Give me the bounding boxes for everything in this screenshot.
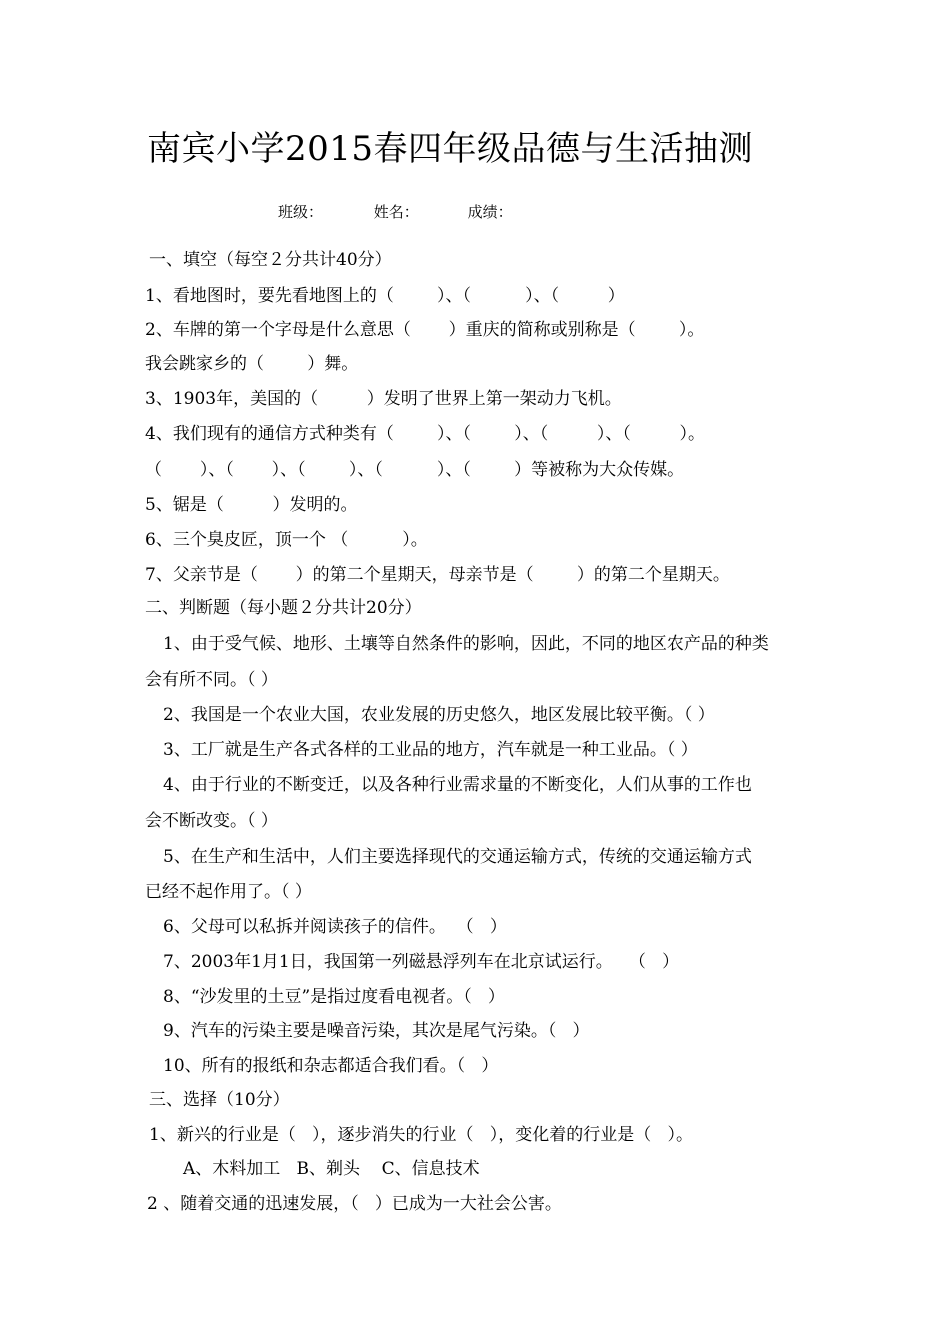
question-line: 4、我们现有的通信方式种类有（ ）、（ ）、（ ）、（ ）。 [145, 424, 706, 444]
name-label: 姓名： [373, 203, 419, 221]
question-line: 2 、随着交通的迅速发展，（ ）已成为一大社会公害。 [147, 1194, 562, 1214]
section-heading-choice: 三、选择（10分） [149, 1090, 290, 1110]
question-line: 7、2003年1月1日，我国第一列磁悬浮列车在北京试运行。 （ ） [163, 952, 680, 972]
section-heading-true-false: 二、判断题（每小题２分共计20分） [145, 598, 422, 618]
question-line: 2、我国是一个农业大国，农业发展的历史悠久，地区发展比较平衡。（ ） [163, 705, 715, 725]
section-heading-fill-in: 一、填空（每空２分共计40分） [149, 250, 392, 270]
question-line: 已经不起作用了。（ ） [145, 882, 312, 902]
question-line: 3、1903年，美国的（ ）发明了世界上第一架动力飞机。 [145, 389, 622, 409]
question-line: 5、锯是（ ）发明的。 [145, 495, 358, 515]
question-line: 5、在生产和生活中，人们主要选择现代的交通运输方式，传统的交通运输方式 [163, 847, 752, 867]
answer-options: A、木料加工 B、剃头 C、信息技术 [183, 1159, 480, 1179]
score-label: 成绩： [467, 203, 513, 221]
question-line: 1、由于受气候、地形、土壤等自然条件的影响，因此，不同的地区农产品的种类 [163, 634, 769, 654]
question-line: 3、工厂就是生产各式各样的工业品的地方，汽车就是一种工业品。（ ） [163, 740, 698, 760]
question-line: 1、新兴的行业是（ ），逐步消失的行业（ ），变化着的行业是（ ）。 [149, 1125, 693, 1145]
question-line: 6、三个臭皮匠，顶一个 （ ）。 [145, 530, 428, 550]
question-line: 2、车牌的第一个字母是什么意思（ ）重庆的简称或别称是（ ）。 [145, 320, 705, 340]
question-line: 4、由于行业的不断变迁，以及各种行业需求量的不断变化，人们从事的工作也 [163, 775, 752, 795]
question-line: 1、看地图时，要先看地图上的（ ）、（ ）、（ ） [145, 286, 625, 306]
question-line: （ ）、（ ）、（ ）、（ ）、（ ）等被称为大众传媒。 [145, 460, 685, 480]
class-label: 班级： [278, 203, 324, 221]
question-line: 8、“沙发里的土豆”是指过度看电视者。（ ） [163, 987, 505, 1007]
question-line: 会不断改变。（ ） [145, 811, 278, 831]
question-line: 10、所有的报纸和杂志都适合我们看。（ ） [163, 1056, 499, 1076]
question-line: 7、父亲节是（ ）的第二个星期天，母亲节是（ ）的第二个星期天。 [145, 565, 730, 585]
question-line: 9、汽车的污染主要是噪音污染，其次是尾气污染。（ ） [163, 1021, 590, 1041]
question-line: 会有所不同。（ ） [145, 670, 278, 690]
student-info-row [278, 199, 513, 225]
question-line: 6、父母可以私拆并阅读孩子的信件。 （ ） [163, 917, 507, 937]
exam-title: 南宾小学2015春四年级品德与生活抽测 [146, 129, 754, 169]
question-line: 我会跳家乡的（ ）舞。 [145, 354, 359, 374]
